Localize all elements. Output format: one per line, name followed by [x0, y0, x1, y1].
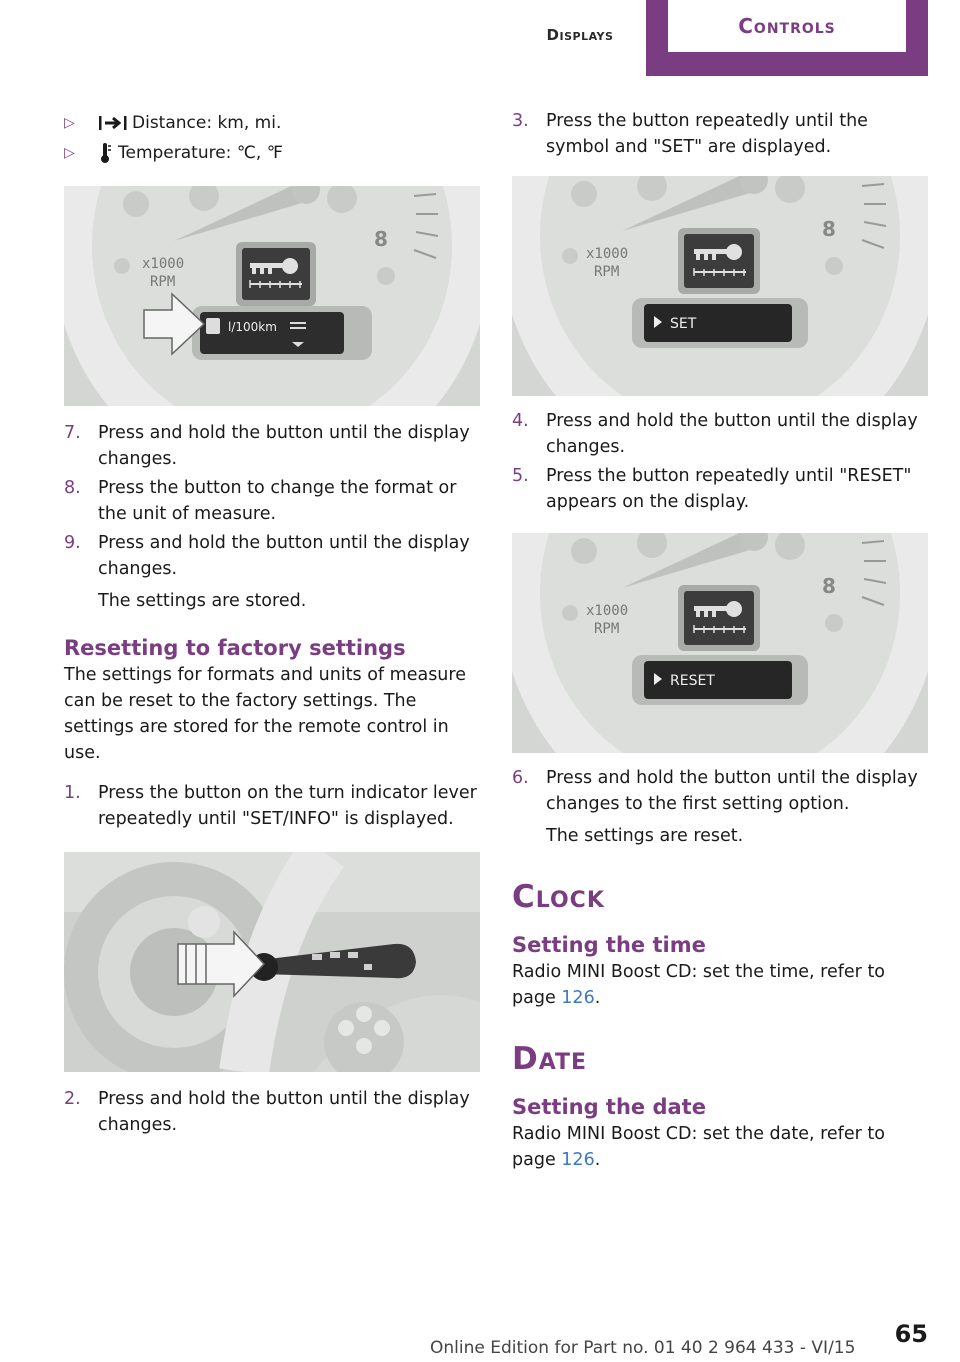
step-6 — [512, 765, 928, 817]
heading-date: Date — [512, 1041, 588, 1077]
left-column — [64, 108, 480, 1141]
step-number: 7. — [64, 423, 81, 443]
step-2 — [64, 1086, 480, 1138]
step-4 — [512, 408, 928, 460]
figure-instrument-display-l100km — [64, 186, 480, 406]
step-text: Press and hold the button until the display changes. — [98, 533, 470, 579]
step-text: Press the button repeatedly until the symbol and "SET" are displayed. — [546, 111, 868, 157]
gauge-multiplier-label: x1000 — [586, 246, 629, 262]
step-text: Press and hold the button until the display changes to the first setting option. — [546, 768, 918, 814]
gauge-multiplier-label: x1000 — [586, 603, 629, 619]
reset-paragraph: The settings for formats and units of measure can be reset to the factory settings. The settings are stored for the remote control in use. — [64, 665, 466, 763]
clock-text: Radio MINI Boost CD: set the time, refer to page — [512, 962, 886, 1008]
header-section-label: Displays — [546, 26, 614, 44]
subheading-setting-date: Setting the date — [512, 1095, 706, 1119]
step-5 — [512, 463, 928, 515]
figure-turn-indicator-lever — [64, 852, 480, 1072]
step-number: 8. — [64, 478, 81, 498]
bullet-temperature — [64, 138, 480, 168]
step-9-note: The settings are stored. — [98, 591, 307, 611]
figure3-display-text: SET — [670, 316, 697, 332]
step-number: 4. — [512, 411, 529, 431]
date-text: Radio MINI Boost CD: set the date, refer to page — [512, 1124, 885, 1170]
step-text: Press the button on the turn indicator lever repeatedly until "SET/INFO" is displayed. — [98, 783, 477, 829]
clock-paragraph: Radio MINI Boost CD: set the time, refer to page 126. — [512, 962, 886, 1008]
header-section-tab — [500, 0, 660, 76]
subheading-setting-time: Setting the time — [512, 933, 706, 957]
figure-instrument-display-set — [512, 176, 928, 396]
step-text: Press the button repeatedly until "RESET" appears on the display. — [546, 466, 912, 512]
gauge-rpm-label: RPM — [594, 264, 620, 280]
step-text: Press and hold the button until the display changes. — [546, 411, 918, 457]
step-9 — [64, 530, 480, 582]
figure4-display-text: RESET — [670, 673, 715, 689]
figure-instrument-display-reset — [512, 533, 928, 753]
date-paragraph: Radio MINI Boost CD: set the date, refer to page 126. — [512, 1124, 885, 1170]
figure1-display-text: l/100km — [228, 320, 277, 334]
step-text: Press the button to change the format or the unit of measure. — [98, 478, 457, 524]
bullet-triangle-icon: ▷ — [64, 145, 75, 161]
step-number: 3. — [512, 111, 529, 131]
step-7 — [64, 420, 480, 472]
bullet-distance — [64, 108, 480, 138]
header-chapter-label: Controls — [738, 14, 836, 38]
gauge-eight-label: 8 — [822, 217, 836, 241]
right-column — [512, 108, 928, 1173]
bullet-triangle-icon: ▷ — [64, 115, 75, 131]
step-number: 1. — [64, 783, 81, 803]
step-text: Press and hold the button until the display changes. — [98, 1089, 470, 1135]
footer-edition: Online Edition for Part no. 01 40 2 964 433 - VI/15 — [430, 1338, 856, 1358]
gauge-multiplier-label: x1000 — [142, 256, 185, 272]
gauge-rpm-label: RPM — [150, 274, 176, 290]
bullet-temperature-text: Temperature: ℃, ℉ — [118, 143, 283, 163]
step-3 — [512, 108, 928, 160]
gauge-eight-label: 8 — [822, 574, 836, 598]
step-number: 6. — [512, 768, 529, 788]
step-number: 5. — [512, 466, 529, 486]
bullet-distance-text: Distance: km, mi. — [132, 113, 282, 133]
heading-clock: Clock — [512, 879, 605, 915]
header-chapter-tab — [646, 0, 928, 76]
heading-reset-factory: Resetting to factory settings — [64, 636, 406, 660]
step-8 — [64, 475, 480, 527]
step-1 — [64, 780, 480, 832]
step-number: 2. — [64, 1089, 81, 1109]
step-number: 9. — [64, 533, 81, 553]
step-text: Press and hold the button until the display changes. — [98, 423, 470, 469]
gauge-rpm-label: RPM — [594, 621, 620, 637]
gauge-eight-label: 8 — [374, 227, 388, 251]
page-number: 65 — [894, 1320, 928, 1348]
clock-page-link[interactable]: 126 — [561, 988, 595, 1008]
thermometer-icon — [98, 142, 118, 164]
step-6-note: The settings are reset. — [546, 826, 744, 846]
distance-icon — [98, 115, 132, 131]
date-page-link[interactable]: 126 — [561, 1150, 595, 1170]
